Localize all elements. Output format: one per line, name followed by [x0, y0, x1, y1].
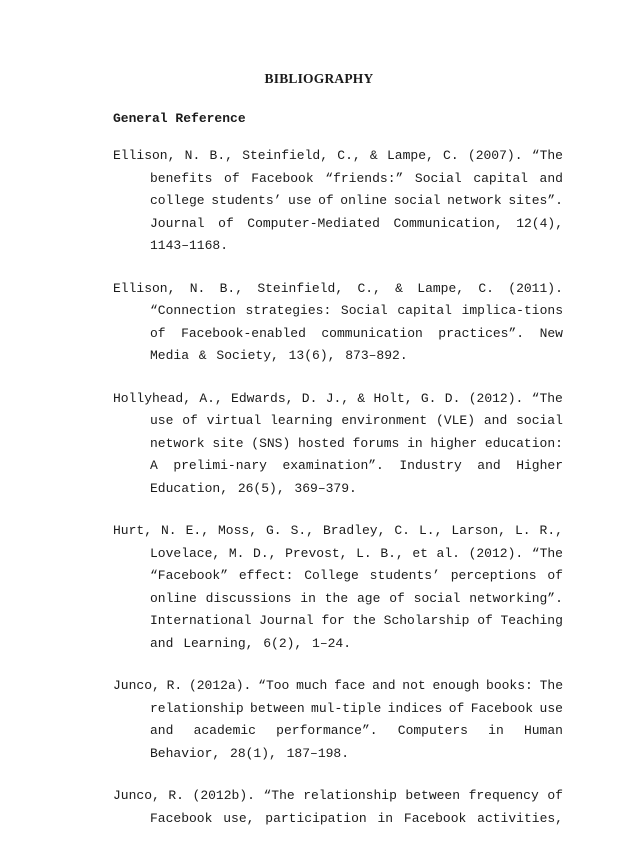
section-heading: General Reference	[113, 111, 246, 126]
reference-line: online discussions in the age of social networking”.	[150, 590, 563, 606]
page-title: BIBLIOGRAPHY	[264, 71, 374, 86]
reference-line: Junco, R. (2012b). “The relationship between frequency of	[113, 788, 563, 803]
reference-entry	[113, 278, 563, 368]
reference-line: Facebook use, participation in Facebook activities,	[150, 810, 563, 826]
reference-line: and academic performance”. Computers in Human	[150, 723, 563, 738]
reference-line: benefits of Facebook “friends:” Social capital and	[150, 170, 563, 186]
reference-line: Media & Society, 13(6), 873–892.	[150, 348, 408, 363]
reference-line: Ellison, N. B., Steinfield, C., & Lampe, C. (2011).	[113, 280, 563, 296]
reference-line: of Facebook-enabled communication practices”. New	[150, 325, 563, 341]
reference-entry	[113, 145, 563, 258]
reference-list	[113, 145, 563, 850]
reference-line: Hurt, N. E., Moss, G. S., Bradley, C. L., Larson, L. R.,	[113, 523, 563, 538]
reference-line: network site (SNS) hosted forums in higher education:	[150, 435, 563, 451]
reference-line: college students’ use of online social network sites”.	[150, 193, 563, 208]
reference-entry	[113, 785, 563, 830]
reference-line: “Connection strategies: Social capital implica-tions	[150, 303, 563, 318]
reference-line: 1143–1168.	[150, 238, 229, 253]
reference-line: Behavior, 28(1), 187–198.	[150, 745, 350, 761]
reference-entry	[113, 388, 563, 501]
reference-line: Junco, R. (2012a). “Too much face and not enough books: The	[113, 678, 563, 693]
reference-entry	[113, 675, 563, 765]
reference-line: Lovelace, M. D., Prevost, L. B., et al. (2012). “The	[150, 545, 563, 561]
reference-line: A prelimi-nary examination”. Industry and Higher	[150, 458, 563, 473]
reference-line: and Learning, 6(2), 1–24.	[150, 635, 352, 651]
reference-entry	[113, 520, 563, 655]
reference-line: Hollyhead, A., Edwards, D. J., & Holt, G. D. (2012). “The	[113, 390, 563, 406]
reference-line: Education, 26(5), 369–379.	[150, 480, 357, 496]
reference-line: “Facebook” effect: College students’ perceptions of	[150, 568, 563, 583]
reference-line: use of virtual learning environment (VLE) and social	[150, 413, 563, 428]
reference-line: International Journal for the Scholarship of Teaching	[150, 613, 563, 628]
reference-line: relationship between mul-tiple indices of Facebook use	[150, 700, 563, 716]
reference-line: Ellison, N. B., Steinfield, C., & Lampe, C. (2007). “The	[113, 148, 563, 163]
reference-line: Journal of Computer-Mediated Communication, 12(4),	[150, 215, 563, 231]
